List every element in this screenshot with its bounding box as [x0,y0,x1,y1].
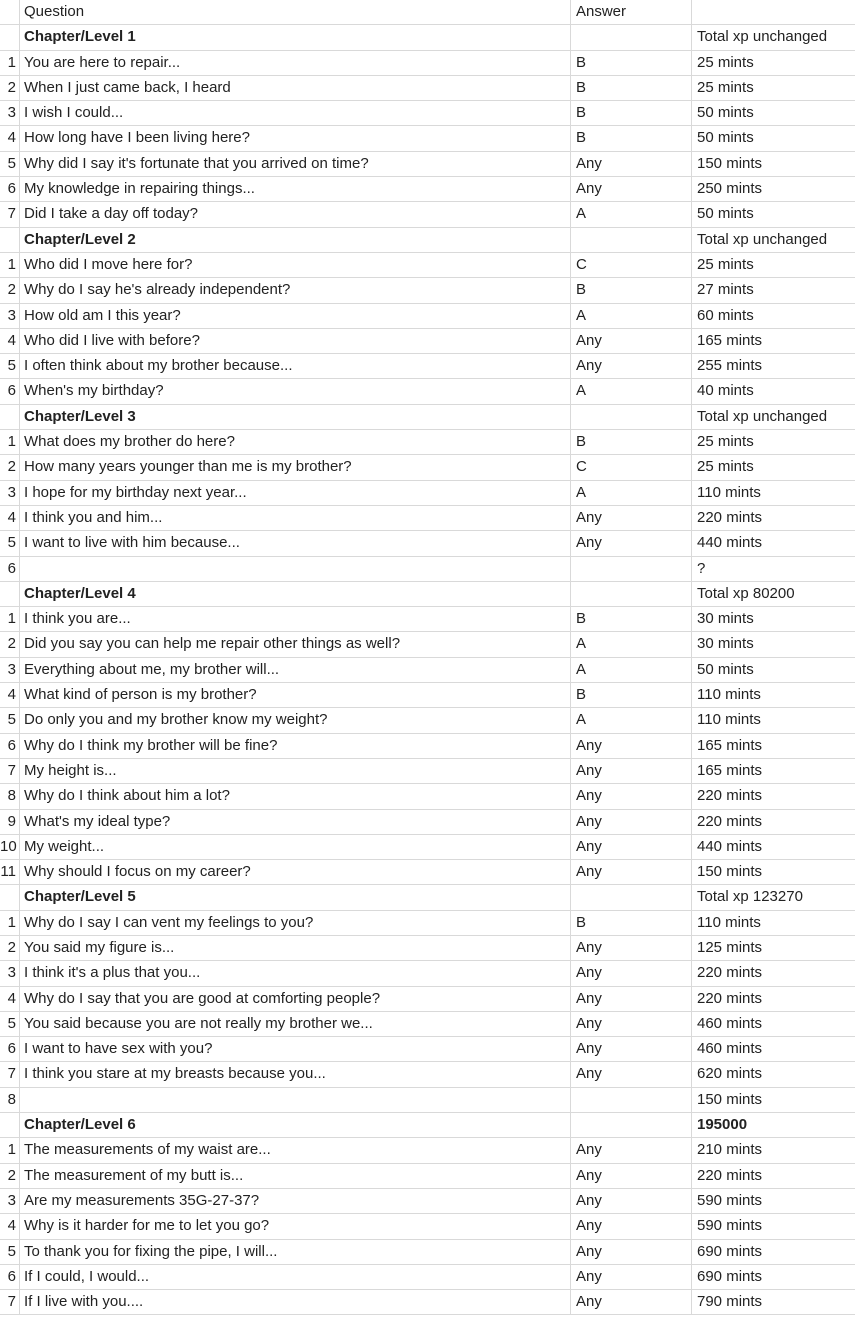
row-number-cell[interactable]: 4 [0,683,20,707]
table-row [0,1164,855,1189]
answer-cell[interactable]: A [571,202,692,226]
table-row [0,683,855,708]
row-number-cell[interactable]: 2 [0,76,20,100]
xp-cell[interactable]: 620 mints [697,1065,763,1083]
xp-cell[interactable]: 220 mints [697,508,763,526]
question-cell[interactable]: The measurements of my waist are... [20,1138,571,1162]
question-cell[interactable]: I think you and him... [20,506,571,530]
table-row [0,1240,855,1265]
question-cell[interactable]: Chapter/Level 2 [20,228,571,252]
row-number-cell[interactable]: 4 [0,987,20,1011]
row-number-cell[interactable]: 3 [0,1189,20,1213]
question-cell[interactable]: Did you say you can help me repair other things as well? [20,632,571,656]
question-cell[interactable]: When I just came back, I heard [20,76,571,100]
question-cell[interactable]: How old am I this year? [20,304,571,328]
answer-cell[interactable]: Any [571,1265,692,1289]
table-row [0,430,855,455]
xp-cell[interactable]: 110 mints [697,483,761,501]
row-number-cell[interactable]: 2 [0,455,20,479]
question-cell[interactable]: Did I take a day off today? [20,202,571,226]
row-number-cell[interactable]: 9 [0,810,20,834]
xp-cell[interactable]: 220 mints [697,964,763,982]
chapter-row [0,25,855,50]
answer-header[interactable]: Answer [571,0,692,24]
xp-cell[interactable]: 220 mints [697,812,763,830]
xp-cell[interactable]: 125 mints [697,938,763,956]
row-number-cell[interactable]: 11 [0,860,20,884]
xp-cell[interactable]: 255 mints [697,357,763,375]
xp-cell[interactable]: 25 mints [697,53,754,71]
answer-cell[interactable]: Any [571,835,692,859]
answer-cell[interactable]: Any [571,734,692,758]
question-cell[interactable]: You said my figure is... [20,936,571,960]
xp-cell[interactable]: 25 mints [697,255,754,273]
question-cell[interactable]: What kind of person is my brother? [20,683,571,707]
answer-cell[interactable]: Any [571,860,692,884]
answer-cell[interactable]: Any [571,152,692,176]
table-row [0,557,855,582]
answer-cell[interactable]: A [571,658,692,682]
xp-cell[interactable]: 440 mints [697,837,763,855]
chapter-row [0,405,855,430]
xp-cell[interactable]: 690 mints [697,1242,763,1260]
row-number-cell[interactable]: 5 [0,1240,20,1264]
question-cell[interactable]: Why do I think about him a lot? [20,784,571,808]
xp-cell[interactable]: 250 mints [697,180,763,198]
table-row [0,961,855,986]
header-row [0,0,855,25]
question-cell[interactable]: Do only you and my brother know my weight? [20,708,571,732]
row-number-cell[interactable]: 6 [0,379,20,403]
table-row [0,632,855,657]
table-row [0,936,855,961]
question-cell[interactable]: I hope for my birthday next year... [20,481,571,505]
answer-cell[interactable]: C [571,253,692,277]
question-cell[interactable]: I want to have sex with you? [20,1037,571,1061]
table-row [0,253,855,278]
answer-cell[interactable]: B [571,430,692,454]
question-cell[interactable]: If I live with you.... [20,1290,571,1314]
answer-cell[interactable] [571,582,692,606]
question-cell[interactable]: Why do I say that you are good at comforting people? [20,987,571,1011]
table-row [0,379,855,404]
table-row [0,51,855,76]
answer-cell[interactable]: Any [571,1290,692,1314]
table-row [0,278,855,303]
chapter-row [0,582,855,607]
row-number-cell[interactable]: 6 [0,1037,20,1061]
xp-cell[interactable]: ? [697,559,706,577]
question-cell[interactable]: Chapter/Level 3 [20,405,571,429]
xp-cell[interactable]: 30 mints [697,610,754,628]
answer-cell[interactable]: Any [571,1138,692,1162]
row-number-cell[interactable]: 6 [0,734,20,758]
xp-cell[interactable]: 30 mints [697,635,754,653]
answer-cell[interactable] [571,25,692,49]
table-row [0,354,855,379]
row-number-cell[interactable] [0,582,20,606]
xp-cell[interactable]: 60 mints [697,306,754,324]
xp-cell[interactable]: 27 mints [697,281,754,299]
question-cell[interactable]: Why do I say I can vent my feelings to you? [20,911,571,935]
row-number-cell[interactable]: 7 [0,759,20,783]
answer-cell[interactable] [571,1113,692,1137]
question-cell[interactable]: Who did I move here for? [20,253,571,277]
question-cell[interactable]: To thank you for fixing the pipe, I will... [20,1240,571,1264]
xp-cell[interactable]: 590 mints [697,1217,763,1235]
table-row [0,860,855,885]
row-number-cell[interactable]: 5 [0,1012,20,1036]
answer-cell[interactable]: Any [571,810,692,834]
row-number-cell[interactable]: 3 [0,481,20,505]
question-cell[interactable]: How many years younger than me is my brother? [20,455,571,479]
answer-cell[interactable]: Any [571,1062,692,1086]
answer-cell[interactable]: Any [571,1012,692,1036]
xp-cell[interactable]: 195000 [697,1116,748,1134]
answer-cell[interactable]: B [571,683,692,707]
xp-cell[interactable]: 150 mints [697,1090,763,1108]
xp-cell[interactable]: 165 mints [697,331,763,349]
row-number-cell[interactable]: 4 [0,126,20,150]
xp-cell[interactable]: 50 mints [697,129,754,147]
answer-cell[interactable] [571,405,692,429]
row-number-cell[interactable]: 6 [0,1265,20,1289]
xp-cell[interactable]: 110 mints [697,711,761,729]
question-cell[interactable]: I think you stare at my breasts because you... [20,1062,571,1086]
answer-cell[interactable]: A [571,632,692,656]
question-cell[interactable] [20,557,571,581]
answer-cell[interactable]: Any [571,329,692,353]
answer-cell[interactable]: Any [571,936,692,960]
table-row [0,759,855,784]
xp-cell[interactable]: 165 mints [697,736,763,754]
table-row [0,810,855,835]
question-cell[interactable]: Chapter/Level 1 [20,25,571,49]
table-row [0,481,855,506]
row-number-cell[interactable]: 3 [0,101,20,125]
question-cell[interactable]: Why do I think my brother will be fine? [20,734,571,758]
xp-cell[interactable]: 210 mints [697,1141,763,1159]
table-row [0,607,855,632]
answer-cell[interactable]: B [571,126,692,150]
table-row [0,152,855,177]
row-number-cell[interactable]: 1 [0,1138,20,1162]
table-row [0,304,855,329]
table-row [0,734,855,759]
table-row [0,1138,855,1163]
answer-cell[interactable]: Any [571,784,692,808]
question-cell[interactable]: How long have I been living here? [20,126,571,150]
xp-cell[interactable]: 220 mints [697,787,763,805]
xp-cell[interactable]: Total xp unchanged [697,407,828,425]
answer-cell[interactable]: Any [571,759,692,783]
row-number-cell[interactable]: 5 [0,152,20,176]
table-row [0,126,855,151]
answer-cell[interactable]: Any [571,961,692,985]
table-row [0,76,855,101]
xp-cell[interactable]: 440 mints [697,534,763,552]
answer-cell[interactable] [571,885,692,909]
row-number-cell[interactable]: 3 [0,658,20,682]
question-cell[interactable]: Are my measurements 35G-27-37? [20,1189,571,1213]
table-row [0,784,855,809]
xp-cell[interactable]: 150 mints [697,863,763,881]
xp-cell[interactable]: 110 mints [697,913,761,931]
table-row [0,531,855,556]
table-row [0,202,855,227]
answer-cell[interactable]: A [571,708,692,732]
xp-cell[interactable]: 790 mints [697,1293,763,1311]
question-cell[interactable]: Why do I say he's already independent? [20,278,571,302]
row-number-cell[interactable]: 3 [0,961,20,985]
row-number-cell[interactable]: 7 [0,1062,20,1086]
xp-cell[interactable]: 110 mints [697,686,761,704]
answer-cell[interactable]: B [571,101,692,125]
table-row [0,835,855,860]
row-number-cell[interactable]: 5 [0,531,20,555]
table-row [0,455,855,480]
xp-cell[interactable]: 690 mints [697,1267,763,1285]
question-cell[interactable]: Who did I live with before? [20,329,571,353]
answer-cell[interactable]: Any [571,1240,692,1264]
answer-cell[interactable]: A [571,304,692,328]
row-number-cell[interactable]: 6 [0,557,20,581]
xp-cell[interactable]: 25 mints [697,458,754,476]
chapter-row [0,228,855,253]
xp-cell[interactable]: 460 mints [697,1040,763,1058]
row-number-cell[interactable]: 8 [0,1088,20,1112]
xp-cell[interactable]: Total xp unchanged [697,28,828,46]
row-number-cell[interactable]: 6 [0,177,20,201]
answer-cell[interactable]: B [571,911,692,935]
question-cell[interactable]: Why should I focus on my career? [20,860,571,884]
question-cell[interactable]: My knowledge in repairing things... [20,177,571,201]
xp-cell[interactable]: 220 mints [697,989,763,1007]
row-number-cell[interactable] [0,405,20,429]
row-number-cell[interactable]: 4 [0,1214,20,1238]
question-header[interactable]: Question [20,0,571,24]
question-cell[interactable]: Chapter/Level 4 [20,582,571,606]
answer-cell[interactable]: Any [571,987,692,1011]
row-number-header[interactable] [0,0,20,24]
question-cell[interactable]: I think you are... [20,607,571,631]
row-number-cell[interactable] [0,25,20,49]
row-number-cell[interactable]: 2 [0,936,20,960]
answer-cell[interactable]: Any [571,1189,692,1213]
xp-cell[interactable]: Total xp 80200 [697,584,795,602]
table-row [0,177,855,202]
table-row [0,1062,855,1087]
row-number-cell[interactable] [0,1113,20,1137]
answer-cell[interactable]: A [571,379,692,403]
table-row [0,1290,855,1315]
answer-cell[interactable] [571,557,692,581]
row-number-cell[interactable]: 2 [0,1164,20,1188]
row-number-cell[interactable]: 7 [0,1290,20,1314]
xp-cell[interactable]: 50 mints [697,104,754,122]
answer-cell[interactable]: B [571,51,692,75]
answer-cell[interactable]: B [571,607,692,631]
question-cell[interactable]: Everything about me, my brother will... [20,658,571,682]
xp-header[interactable] [692,0,855,24]
answer-cell[interactable]: A [571,481,692,505]
table-row [0,329,855,354]
row-number-cell[interactable]: 1 [0,911,20,935]
answer-cell[interactable]: C [571,455,692,479]
question-cell[interactable]: When's my birthday? [20,379,571,403]
xp-cell[interactable]: 590 mints [697,1191,763,1209]
question-cell[interactable]: Chapter/Level 5 [20,885,571,909]
row-number-cell[interactable]: 5 [0,354,20,378]
table-row [0,987,855,1012]
question-cell[interactable] [20,1088,571,1112]
row-number-cell[interactable]: 1 [0,607,20,631]
xp-cell[interactable]: 165 mints [697,761,763,779]
question-cell[interactable]: You said because you are not really my brother we... [20,1012,571,1036]
row-number-cell[interactable]: 1 [0,430,20,454]
table-row [0,1265,855,1290]
question-cell[interactable]: You are here to repair... [20,51,571,75]
xp-cell[interactable]: Total xp 123270 [697,888,803,906]
table-row [0,1012,855,1037]
question-cell[interactable]: My height is... [20,759,571,783]
row-number-cell[interactable] [0,228,20,252]
question-cell[interactable]: Why is it harder for me to let you go? [20,1214,571,1238]
table-row [0,1037,855,1062]
answer-cell[interactable]: Any [571,1214,692,1238]
row-number-cell[interactable] [0,885,20,909]
question-cell[interactable]: My weight... [20,835,571,859]
row-number-cell[interactable]: 3 [0,304,20,328]
table-row [0,911,855,936]
answer-cell[interactable]: B [571,278,692,302]
row-number-cell[interactable]: 7 [0,202,20,226]
table-row [0,101,855,126]
xp-cell[interactable]: 50 mints [697,660,754,678]
xp-cell[interactable]: 220 mints [697,1166,763,1184]
table-row [0,658,855,683]
question-cell[interactable]: I think it's a plus that you... [20,961,571,985]
question-cell[interactable]: I want to live with him because... [20,531,571,555]
question-cell[interactable]: I often think about my brother because... [20,354,571,378]
question-cell[interactable]: Why did I say it's fortunate that you arrived on time? [20,152,571,176]
xp-cell[interactable]: 460 mints [697,1014,763,1032]
answer-cell[interactable]: Any [571,1164,692,1188]
row-number-cell[interactable]: 5 [0,708,20,732]
answer-cell[interactable]: Any [571,1037,692,1061]
answer-cell[interactable] [571,1088,692,1112]
row-number-cell[interactable]: 1 [0,51,20,75]
answer-cell[interactable]: Any [571,531,692,555]
row-number-cell[interactable]: 1 [0,253,20,277]
question-cell[interactable]: The measurement of my butt is... [20,1164,571,1188]
table-row [0,506,855,531]
row-number-cell[interactable]: 2 [0,278,20,302]
row-number-cell[interactable]: 2 [0,632,20,656]
xp-cell[interactable]: 40 mints [697,382,754,400]
answer-cell[interactable]: Any [571,354,692,378]
xp-cell[interactable]: 50 mints [697,205,754,223]
row-number-cell[interactable]: 8 [0,784,20,808]
table-row [0,1088,855,1113]
question-cell[interactable]: I wish I could... [20,101,571,125]
table-row [0,708,855,733]
question-cell[interactable]: Chapter/Level 6 [20,1113,571,1137]
table-row [0,1189,855,1214]
question-cell[interactable]: What does my brother do here? [20,430,571,454]
chapter-row [0,885,855,910]
table-row [0,1214,855,1239]
xp-cell[interactable]: 25 mints [697,433,754,451]
xp-cell[interactable]: 150 mints [697,154,763,172]
row-number-cell[interactable]: 4 [0,506,20,530]
question-cell[interactable]: What's my ideal type? [20,810,571,834]
row-number-cell[interactable]: 10 [0,835,20,859]
answer-cell[interactable]: Any [571,506,692,530]
xp-cell[interactable]: Total xp unchanged [697,230,828,248]
row-number-cell[interactable]: 4 [0,329,20,353]
answer-cell[interactable]: Any [571,177,692,201]
question-cell[interactable]: If I could, I would... [20,1265,571,1289]
answer-cell[interactable]: B [571,76,692,100]
xp-cell[interactable]: 25 mints [697,78,754,96]
answer-cell[interactable] [571,228,692,252]
chapter-row [0,1113,855,1138]
